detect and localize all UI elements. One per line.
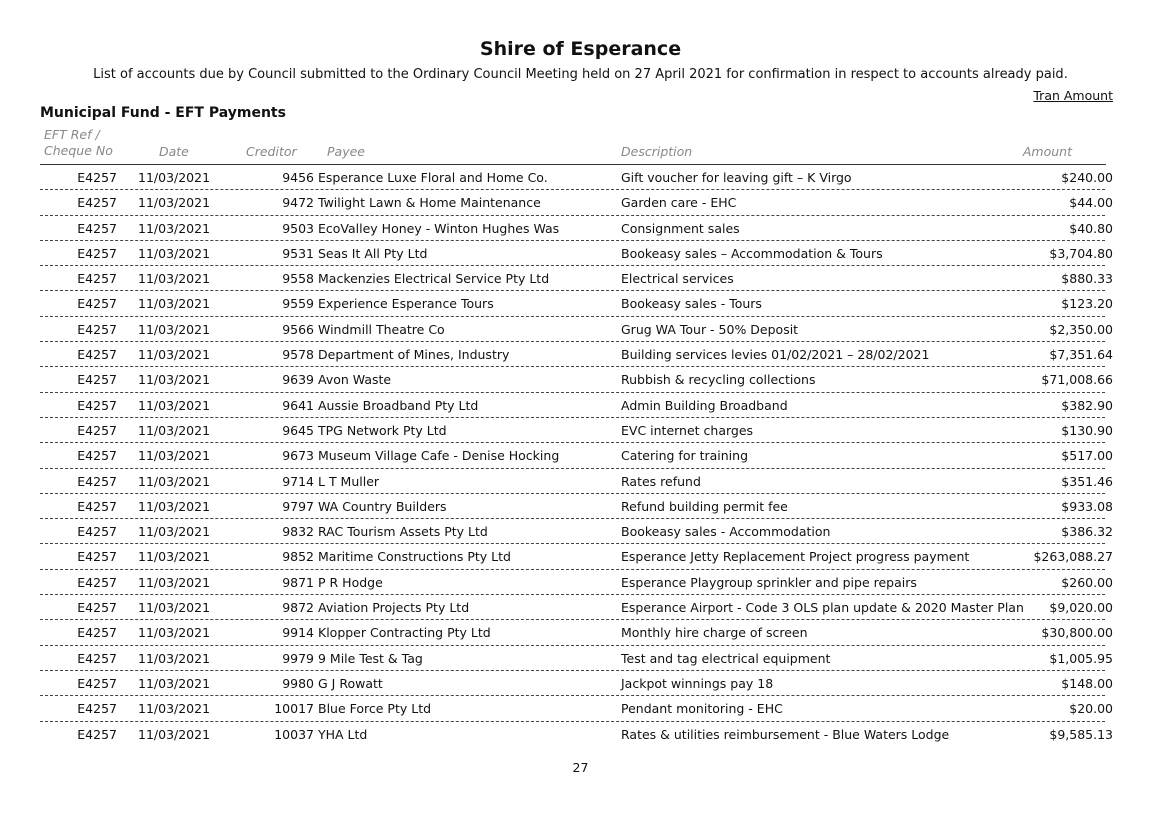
row-description: Rubbish & recycling collections: [621, 372, 816, 388]
table-row: [40, 494, 1113, 519]
row-description: Consignment sales: [621, 220, 740, 236]
row-payee: Mackenzies Electrical Service Pty Ltd: [318, 271, 550, 287]
row-description: Esperance Airport - Code 3 OLS plan update & 2020 Master Plan: [621, 600, 1024, 616]
row-description: Bookeasy sales - Tours: [621, 296, 762, 312]
row-creditor: 9456: [282, 170, 314, 185]
table-row: [40, 671, 1113, 696]
row-creditor: 9566: [282, 321, 314, 337]
row-payee: G J Rowatt: [318, 675, 383, 691]
header-amount: Amount: [1022, 144, 1072, 159]
table-row: [40, 393, 1113, 418]
document-subtitle: List of accounts due by Council submitted to the Ordinary Council Meeting held on 27 April 2021 for confirmation in respect to accounts already paid.: [93, 67, 1068, 82]
row-description: Admin Building Broadband: [621, 397, 788, 413]
row-amount: $351.46: [1061, 473, 1113, 489]
row-ref: E4257: [77, 220, 117, 236]
row-description: Garden care - EHC: [621, 195, 737, 211]
table-row: [40, 418, 1113, 443]
table-row: [40, 291, 1113, 316]
row-date: 11/03/2021: [138, 195, 211, 211]
row-payee: TPG Network Pty Ltd: [318, 422, 447, 438]
row-amount: $30,800.00: [1041, 625, 1113, 641]
table-row: [40, 620, 1113, 645]
row-ref: E4257: [77, 498, 117, 514]
row-creditor: 9852: [282, 549, 314, 565]
row-description: Electrical services: [621, 271, 734, 287]
header-creditor: Creditor: [246, 144, 297, 159]
row-ref: E4257: [77, 574, 117, 590]
row-creditor: 9673: [282, 448, 314, 464]
row-creditor: 9872: [282, 600, 314, 616]
row-creditor: 9641: [282, 397, 314, 413]
row-payee: Maritime Constructions Pty Ltd: [318, 549, 511, 565]
row-creditor: 9714: [282, 473, 314, 489]
row-date: 11/03/2021: [138, 701, 211, 717]
table-row: [40, 190, 1113, 215]
row-description: EVC internet charges: [621, 422, 754, 438]
row-payee: EcoValley Honey - Winton Hughes Was: [318, 220, 560, 236]
header-ref-line1: EFT Ref /: [44, 127, 100, 142]
row-amount: $2,350.00: [1049, 321, 1113, 337]
row-amount: $240.00: [1061, 170, 1113, 185]
row-description: Bookeasy sales – Accommodation & Tours: [621, 245, 883, 261]
row-date: 11/03/2021: [138, 372, 211, 388]
row-amount: $880.33: [1061, 271, 1113, 287]
table-row: [40, 165, 1113, 190]
row-date: 11/03/2021: [138, 397, 211, 413]
row-ref: E4257: [77, 296, 117, 312]
row-amount: $382.90: [1061, 397, 1113, 413]
table-row: [40, 241, 1113, 266]
row-payee: Twilight Lawn & Home Maintenance: [318, 195, 541, 211]
row-amount: $517.00: [1061, 448, 1113, 464]
row-payee: Experience Esperance Tours: [318, 296, 494, 312]
document-title: Shire of Esperance: [479, 38, 682, 60]
row-creditor: 9503: [282, 220, 314, 236]
row-description: Jackpot winnings pay 18: [621, 675, 774, 691]
header-description: Description: [621, 144, 693, 159]
row-description: Esperance Jetty Replacement Project progress payment: [621, 549, 970, 565]
row-creditor: 9797: [282, 498, 314, 514]
row-description: Esperance Playgroup sprinkler and pipe repairs: [621, 574, 917, 590]
row-description: Test and tag electrical equipment: [621, 650, 831, 666]
row-date: 11/03/2021: [138, 170, 211, 185]
table-row: [40, 317, 1113, 342]
row-creditor: 9645: [282, 422, 314, 438]
section-title: Municipal Fund - EFT Payments: [40, 105, 286, 121]
row-payee: Avon Waste: [318, 372, 392, 388]
row-date: 11/03/2021: [138, 726, 211, 742]
table-row: [40, 570, 1113, 595]
row-amount: $7,351.64: [1049, 347, 1113, 363]
row-payee: Museum Village Cafe - Denise Hocking: [318, 448, 560, 464]
row-amount: $1,005.95: [1049, 650, 1113, 666]
row-amount: $71,008.66: [1041, 372, 1113, 388]
row-amount: $386.32: [1061, 524, 1113, 540]
row-ref: E4257: [77, 170, 117, 185]
row-creditor: 9871: [282, 574, 314, 590]
row-payee: RAC Tourism Assets Pty Ltd: [318, 524, 488, 540]
row-amount: $9,585.13: [1049, 726, 1113, 742]
row-amount: $933.08: [1061, 498, 1113, 514]
row-ref: E4257: [77, 422, 117, 438]
row-creditor: 9832: [282, 524, 314, 540]
row-creditor: 9914: [282, 625, 314, 641]
row-creditor: 9559: [282, 296, 314, 312]
row-description: Pendant monitoring - EHC: [621, 701, 783, 717]
table-row: [40, 722, 1113, 747]
table-row: [40, 519, 1113, 544]
row-payee: L T Muller: [318, 473, 380, 489]
row-ref: E4257: [77, 650, 117, 666]
table-row: [40, 342, 1113, 367]
row-creditor: 9531: [282, 245, 314, 261]
row-description: Rates & utilities reimbursement - Blue Waters Lodge: [621, 726, 950, 742]
row-date: 11/03/2021: [138, 600, 211, 616]
table-row: [40, 469, 1113, 494]
row-creditor: 9578: [282, 347, 314, 363]
row-amount: $148.00: [1061, 675, 1113, 691]
row-amount: $260.00: [1061, 574, 1113, 590]
row-description: Bookeasy sales - Accommodation: [621, 524, 831, 540]
table-row: [40, 595, 1113, 620]
row-ref: E4257: [77, 372, 117, 388]
row-amount: $123.20: [1061, 296, 1113, 312]
table-row: [40, 216, 1113, 241]
row-creditor: 9558: [282, 271, 314, 287]
table-row: [40, 646, 1113, 671]
row-payee: Klopper Contracting Pty Ltd: [318, 625, 491, 641]
row-date: 11/03/2021: [138, 549, 211, 565]
header-date: Date: [159, 144, 189, 159]
header-payee: Payee: [327, 144, 365, 159]
row-date: 11/03/2021: [138, 296, 211, 312]
row-ref: E4257: [77, 321, 117, 337]
row-creditor: 9472: [282, 195, 314, 211]
row-payee: YHA Ltd: [318, 726, 368, 742]
row-date: 11/03/2021: [138, 524, 211, 540]
row-ref: E4257: [77, 271, 117, 287]
row-payee: Windmill Theatre Co: [318, 321, 445, 337]
table-row: [40, 266, 1113, 291]
row-date: 11/03/2021: [138, 347, 211, 363]
row-creditor: 10017: [274, 701, 314, 717]
tran-amount-label: Tran Amount: [1033, 88, 1113, 103]
row-payee: Aussie Broadband Pty Ltd: [318, 397, 479, 413]
row-payee: Seas It All Pty Ltd: [318, 245, 428, 261]
row-amount: $263,088.27: [1033, 549, 1113, 565]
row-description: Grug WA Tour - 50% Deposit: [621, 321, 799, 337]
row-payee: P R Hodge: [318, 574, 383, 590]
page-number: 27: [572, 760, 589, 775]
row-ref: E4257: [77, 549, 117, 565]
row-ref: E4257: [77, 625, 117, 641]
header-ref-line2: Cheque No: [44, 143, 113, 158]
row-creditor: 9979: [282, 650, 314, 666]
table-row: [40, 544, 1113, 569]
row-date: 11/03/2021: [138, 422, 211, 438]
table-header: [40, 126, 1106, 165]
row-date: 11/03/2021: [138, 245, 211, 261]
row-amount: $3,704.80: [1049, 245, 1113, 261]
row-amount: $130.90: [1061, 422, 1113, 438]
row-payee: WA Country Builders: [318, 498, 447, 514]
row-date: 11/03/2021: [138, 220, 211, 236]
row-ref: E4257: [77, 195, 117, 211]
header-ref: [44, 127, 113, 159]
row-ref: E4257: [77, 448, 117, 464]
row-ref: E4257: [77, 397, 117, 413]
row-date: 11/03/2021: [138, 321, 211, 337]
row-payee: Department of Mines, Industry: [318, 347, 510, 363]
row-ref: E4257: [77, 726, 117, 742]
row-amount: $44.00: [1069, 195, 1113, 211]
row-payee: Esperance Luxe Floral and Home Co.: [318, 170, 548, 185]
row-date: 11/03/2021: [138, 625, 211, 641]
row-payee: Aviation Projects Pty Ltd: [318, 600, 470, 616]
row-amount: $9,020.00: [1049, 600, 1113, 616]
row-date: 11/03/2021: [138, 271, 211, 287]
row-amount: $20.00: [1069, 701, 1113, 717]
table-row: [40, 367, 1113, 392]
row-ref: E4257: [77, 524, 117, 540]
table-row: [40, 696, 1113, 721]
row-date: 11/03/2021: [138, 473, 211, 489]
row-ref: E4257: [77, 675, 117, 691]
row-payee: 9 Mile Test & Tag: [318, 650, 423, 666]
row-description: Catering for training: [621, 448, 749, 464]
row-creditor: 9639: [282, 372, 314, 388]
row-description: Rates refund: [621, 473, 701, 489]
row-description: Monthly hire charge of screen: [621, 625, 808, 641]
row-ref: E4257: [77, 600, 117, 616]
row-date: 11/03/2021: [138, 498, 211, 514]
row-description: Refund building permit fee: [621, 498, 788, 514]
row-date: 11/03/2021: [138, 675, 211, 691]
row-description: Building services levies 01/02/2021 – 28/02/2021: [621, 347, 930, 363]
row-payee: Blue Force Pty Ltd: [318, 701, 432, 717]
row-date: 11/03/2021: [138, 650, 211, 666]
row-ref: E4257: [77, 245, 117, 261]
row-date: 11/03/2021: [138, 448, 211, 464]
row-creditor: 10037: [274, 726, 314, 742]
row-creditor: 9980: [282, 675, 314, 691]
row-description: Gift voucher for leaving gift – K Virgo: [621, 170, 852, 185]
row-amount: $40.80: [1069, 220, 1113, 236]
payments-table-body: [40, 165, 1113, 747]
row-ref: E4257: [77, 347, 117, 363]
row-date: 11/03/2021: [138, 574, 211, 590]
table-row: [40, 443, 1113, 468]
row-ref: E4257: [77, 473, 117, 489]
row-ref: E4257: [77, 701, 117, 717]
